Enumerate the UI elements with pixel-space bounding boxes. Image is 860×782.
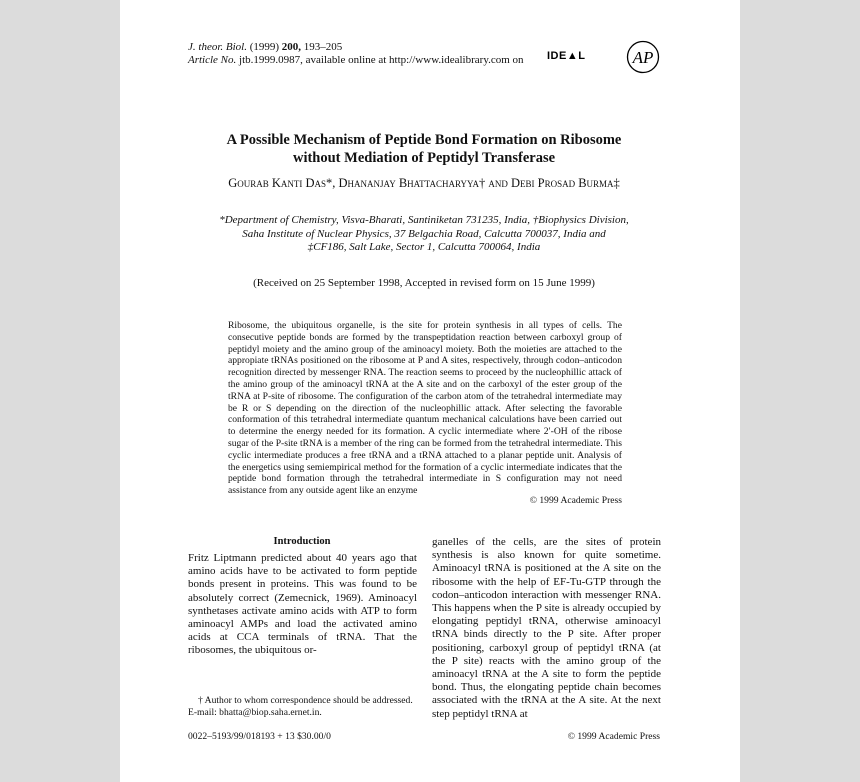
- journal-citation: [188, 40, 342, 54]
- affiliation-line-2: Saha Institute of Nuclear Physics, 37 Belgachia Road, Calcutta 700037, India and: [242, 227, 606, 240]
- paper-title: [188, 131, 660, 167]
- journal-pages: 193–205: [301, 41, 343, 53]
- introduction-heading: Introduction: [273, 536, 331, 547]
- title-line-1: A Possible Mechanism of Peptide Bond Formation on Ribosome: [226, 132, 622, 148]
- journal-volume: 200,: [281, 41, 302, 53]
- body-column-right: ganelles of the cells, are the sites of protein synthesis is also known for quite sometime. Aminoacyl tRNA is positioned at the A site on the ribosome with the help of EF-Tu-GTP through the codon–anticodon interaction with messenger RNA. This happens when the P site is already occupied by elongating peptidyl tRNA, otherwise aminoacyl tRNA binds directly to the P site. After proper positioning, carboxyl group of peptidyl tRNA (at the P site) reacts with the amino group of the aminoacyl tRNA at the A site to form the peptide bond. Thus, the elongating peptide chain becomes associated with the tRNA at the A site. At the next step peptidyl tRNA at: [432, 536, 662, 720]
- journal-year: (1999): [246, 41, 282, 53]
- affiliation-line-1: *Department of Chemistry, Visva-Bharati, Santiniketan 731235, India, †Biophysics Division,: [219, 214, 629, 226]
- logo-monogram: AP: [632, 48, 654, 67]
- ideal-logo: IDE▲L: [547, 50, 586, 62]
- journal-name: J. theor. Biol.: [188, 41, 247, 53]
- academic-press-logo: [626, 40, 660, 74]
- footnote-email: E-mail: bhatta@biop.saha.ernet.in.: [188, 707, 322, 718]
- author-list: Gourab Kanti Das*, Dhananjay Bhattacharyya† and Debi Prosad Burma‡: [228, 176, 620, 190]
- footnote: [188, 695, 417, 719]
- issn-code: 0022–5193/99/018193 + 13 $30.00/0: [188, 731, 331, 742]
- body-column-left: Fritz Liptmann predicted about 40 years ago that amino acids have to be activated to form peptide bonds present in proteins. This was found to be absolutely correct (Zemecnick, 1969). Aminoacyl synthetases activate amino acids with ATP to form aminoacyl AMPs and load the activated amino acids at CCA terminals of tRNA. That the ribosomes, the ubiquitous or-: [188, 552, 417, 657]
- footer-copyright: © 1999 Academic Press: [567, 731, 660, 742]
- title-line-2: without Mediation of Peptidyl Transferase: [292, 150, 556, 166]
- abstract-copyright: © 1999 Academic Press: [529, 495, 622, 506]
- article-number-label: Article No.: [188, 54, 237, 66]
- abstract-text: Ribosome, the ubiquitous organelle, is the site for protein synthesis in all types of cells. The consecutive peptide bonds are formed by the transpeptidation reaction between carboxyl group of peptidyl moiety and the amino group of the aminoacyl moiety. Both the moieties are attached to the appropiate tRNAs positioned on the ribosome at P and A sites, respectively, through codon–anticodon recognition directed by messenger RNA. The reaction seems to proceed by the nucleophillic attack of the amino group of the aminoacyl tRNA at the A site and on the carboxyl of the ester group of the tRNA at P-site of ribosome. The configuration of the carbon atom of the tetrahedral intermediate may be R or S depending on the direction of the nucleophillic attack. After selecting the favorable conformation of this tetrahedral intermediate quantum mechanical calculations have been carried out to determine the energy needed for its formation. A cyclic intermediate where 2′-OH of the ribose sugar of the P-site tRNA is a member of the ring can be formed from the tetrahedral intermediate. This cyclic intermediate produces a free tRNA and a tRNA attached to a planar peptide unit. Analysis of the energetics using semiempirical method for the formation of a cyclic intermediate indicates that the peptide bond formation through the tetrahedral intermediate in S configuration may not need assistance from any outside agent like an enzyme: [228, 320, 622, 497]
- received-dates: (Received on 25 September 1998, Accepted in revised form on 15 June 1999): [253, 277, 595, 289]
- affiliation-line-3: ‡CF186, Salt Lake, Sector 1, Calcutta 700064, India: [307, 241, 541, 253]
- footnote-correspondence: † Author to whom correspondence should be addressed.: [198, 695, 413, 706]
- article-availability: jtb.1999.0987, available online at http://www.idealibrary.com on: [236, 54, 524, 66]
- affiliations: [188, 214, 660, 255]
- article-number-line: [188, 53, 524, 67]
